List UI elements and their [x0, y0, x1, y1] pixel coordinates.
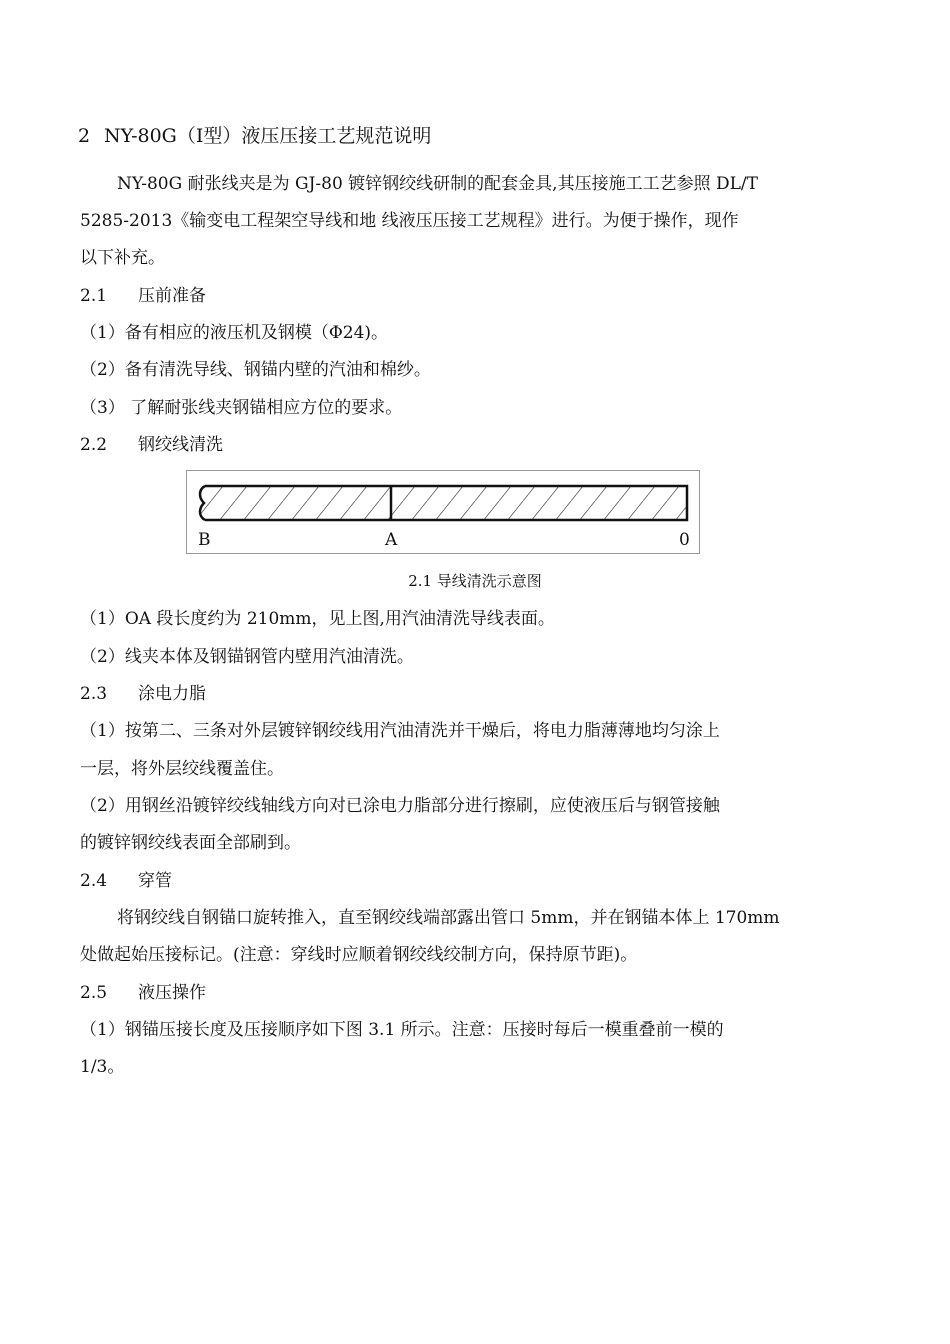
- list-item: （2）备有清洗导线、钢锚内壁的汽油和棉纱。: [80, 360, 431, 380]
- hatched-section: [197, 486, 687, 520]
- figure-label-a: A: [385, 530, 398, 550]
- list-item-continuation: 1/3。: [80, 1057, 125, 1077]
- subsection-title: 钢绞线清洗: [138, 435, 223, 455]
- subsection-number: 2.1: [80, 286, 108, 306]
- subsection-number: 2.2: [80, 435, 108, 455]
- subsection-heading-2-1: [80, 284, 820, 308]
- list-item-continuation: 的镀锌钢绞线表面全部刷到。: [80, 833, 301, 853]
- list-item: （1）按第二、三条对外层镀锌钢绞线用汽油清洗并干燥后，将电力脂薄薄地均匀涂上: [80, 721, 720, 741]
- subsection-title: 液压操作: [138, 983, 206, 1003]
- intro-line-1: NY-80G 耐张线夹是为 GJ-80 镀锌钢绞线研制的配套金具,其压接施工工艺参照 DL/T: [117, 174, 758, 194]
- section-title: NY-80G（Ⅰ型）液压压接工艺规范说明: [104, 125, 432, 147]
- list-item: （2）用钢丝沿镀锌绞线轴线方向对已涂电力脂部分进行擦刷，应使液压后与钢管接触: [80, 796, 720, 816]
- figure-label-b: B: [198, 530, 211, 550]
- figure-caption: 2.1 导线清洗示意图: [408, 572, 542, 590]
- list-item: （3） 了解耐张线夹钢锚相应方位的要求。: [80, 398, 403, 418]
- list-item: （1）备有相应的液压机及钢模（Φ24)。: [80, 323, 389, 343]
- subsection-heading-2-4: [80, 869, 820, 893]
- list-item: （1）钢锚压接长度及压接顺序如下图 3.1 所示。注意：压接时每后一模重叠前一模的: [80, 1020, 724, 1040]
- subsection-number: 2.3: [80, 684, 108, 704]
- list-item: （2）线夹本体及钢锚钢管内壁用汽油清洗。: [80, 647, 414, 667]
- subsection-title: 涂电力脂: [138, 684, 206, 704]
- wire-cleaning-diagram: [186, 470, 700, 554]
- intro-line-3: 以下补充。: [80, 248, 165, 268]
- paragraph-line: 将钢绞线自钢锚口旋转推入，直至钢绞线端部露出管口 5mm，并在钢锚本体上 170mm: [117, 908, 780, 928]
- section-heading: [78, 124, 818, 148]
- intro-line-2: 5285-2013《输变电工程架空导线和地 线液压压接工艺规程》进行。为便于操作，现作: [80, 211, 739, 231]
- section-number: 2: [78, 125, 91, 147]
- list-item-continuation: 一层，将外层绞线覆盖住。: [80, 759, 284, 779]
- subsection-heading-2-5: [80, 981, 820, 1005]
- list-item: （1）OA 段长度约为 210mm，见上图,用汽油清洗导线表面。: [80, 609, 555, 629]
- subsection-title: 穿管: [138, 871, 172, 891]
- subsection-number: 2.5: [80, 983, 108, 1003]
- subsection-heading-2-2: [80, 433, 820, 457]
- subsection-heading-2-3: [80, 682, 820, 706]
- figure-label-o: 0: [679, 530, 690, 550]
- paragraph-line: 处做起始压接标记。(注意：穿线时应顺着钢绞线绞制方向，保持原节距)。: [80, 945, 638, 965]
- subsection-number: 2.4: [80, 871, 108, 891]
- subsection-title: 压前准备: [138, 286, 206, 306]
